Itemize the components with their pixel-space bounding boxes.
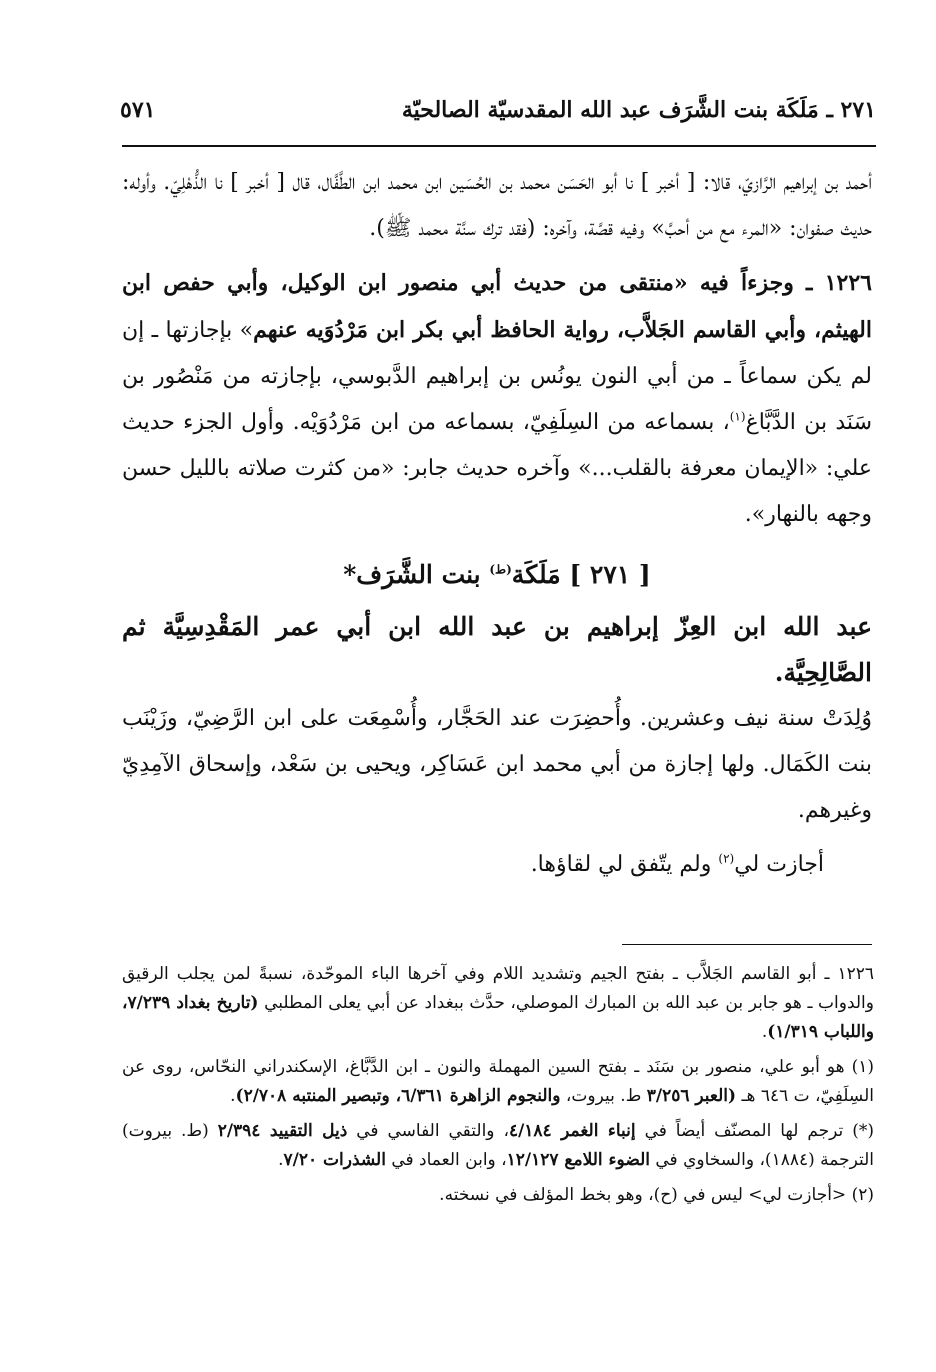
para2-rest: » بإجازتها ـ إن لم يكن سماعاً ـ من أبي النون يونُس بن إبراهيم الدَّبوسي، بإجازته من مَنْصُور بن سَنَد بن الدَّبَّاغ (122, 318, 872, 435)
page-number: ٥٧١ (120, 97, 156, 123)
entry-title (122, 552, 872, 598)
fn1-source-a: (العبر ٣/٢٥٦ (646, 1086, 737, 1106)
para2-bold: منتقى من حديث أبي منصور ابن الوكيل، وأبي حفص ابن الهيثم، وأبي القاسم الجَلاَّب، رواية الحافظ أبي بكر ابن مَرْدُوَيه عنهم (122, 270, 873, 343)
fnstar-h: الشذرات ٧/٢٠ (283, 1150, 386, 1170)
para2-end: ، بسماعه من السِلَفِيّ، بسماعه من ابن مَرْدُوَيْه. وأول الجزء حديث علي: «الإيمان معرفة بالقلب...» وآخره حديث جابر: «من كثرت صلاته بالليل حسن وجهه بالنهار». (122, 410, 872, 527)
entry-title-mark: (ط) (489, 562, 512, 577)
paragraph-1226 (122, 260, 872, 538)
fn1226-end: . (761, 1022, 768, 1042)
para4-text: أجازت لي (734, 852, 824, 877)
fn1-end: . (230, 1086, 236, 1106)
fn1-text: (١) هو أبو علي، منصور بن سَنَد ـ بفتح السين المهملة والنون ـ ابن الدَّبَّاغ، الإسكندراني النحّاس، روى عن السِلَفِيّ، ت ٦٤٦ هـ (122, 1057, 874, 1106)
fn1-source-b: والنجوم الزاهرة ٦/٣٦١، وتبصير المنتبه ٢/٧٠٨) (235, 1086, 561, 1106)
footnotes (122, 960, 874, 1216)
fnstar-c: ، والتقي الفاسي في (347, 1121, 509, 1141)
fn1226-text: ١٢٢٦ ـ أبو القاسم الجَلاَّب ـ بفتح الجيم وتشديد اللام وفي آخرها الباء الموحّدة، نسبةً لمن يجلب الرقيق والدواب ـ هو جابر بن عبد الله بن المبارك الموصلي، حدَّث ببغداد عن أبي يعلى المطلبي (122, 964, 874, 1013)
footnote-ref-2[interactable]: (٢) (718, 851, 735, 866)
header-title: ٢٧١ ـ مَلَكَة بنت الشَّرَف عبد الله المقدسيّة الصالحيّة (401, 97, 876, 123)
fnstar-e: (ط. بيروت) الترجمة (١٨٨٤)، والسخاوي في (122, 1121, 874, 1170)
para4-end: ولم يتّفق لي لقاؤها. (530, 852, 719, 877)
main-text (122, 160, 872, 888)
entry-name: عبد الله ابن العِزّ إبراهيم بن عبد الله ابن أبي عمر المَقْدِسِيَّة ثم الصَّالِحِيَّة. (122, 612, 872, 687)
footnote-1 (122, 1053, 874, 1111)
footnote-star (122, 1117, 874, 1175)
fnstar-i: . (278, 1150, 284, 1170)
fnstar-d: ذيل التقييد ٢/٣٩٤ (217, 1121, 348, 1141)
running-header (120, 88, 876, 132)
paragraph-continuation: أحمد بن إبراهيم الرَّازيّ، قالا: [ أخبر ] نا أبو الحَسَن محمد بن الحُسَين ابن محمد ابن الطَّفَّال، قال [ أخبر ] نا الذُّهْلِيّ. وأوله: حديث صفوان: «المرء مع من أحبَّ» وفيه قصَّة، وآخره: (فقد ترك سنَّة محمد ﷺ). (122, 170, 872, 241)
header-rule (122, 145, 876, 147)
footnote-rule (622, 944, 872, 945)
entry-title-main: [ ٢٧١ ] مَلَكَة (511, 560, 651, 589)
fnstar-a: (*) ترجم لها المصنّف أيضاً في (635, 1121, 874, 1141)
paragraph-biography: وُلِدَتْ سنة نيف وعشرين. وأُحضِرَت عند الحَجَّار، وأُسْمِعَت على ابن الرَّضِيّ، وزَيْنَب بنت الكَمَال. ولها إجازة من أبي محمد ابن عَسَاكِر، ويحيى بن سَعْد، وإسحاق الآمِدِيّ وغيرهم. (122, 706, 872, 823)
fn1-mid: ط. بيروت، (560, 1086, 647, 1106)
footnote-ref-1[interactable]: (١) (729, 409, 746, 424)
footnote-1226 (122, 960, 874, 1047)
fnstar-b: إنباء الغمر ٤/١٨٤ (508, 1121, 636, 1141)
fnstar-g: ، وابن العماد في (385, 1150, 507, 1170)
fn1226-source: (تاريخ بغداد ٧/٢٣٩، واللباب ١/٣١٩) (122, 993, 874, 1042)
entry-title-rest: بنت الشَّرَف* (343, 560, 490, 589)
fnstar-f: الضوء اللامع ١٢/١٢٧ (506, 1150, 650, 1170)
paragraph-ijaza (122, 842, 872, 888)
footnote-2: (٢) <أجازت لي> ليس في (ح)، وهو بخط المؤلف في نسخته. (439, 1185, 874, 1205)
para2-lead: ١٢٢٦ ـ وجزءاً فيه « (673, 270, 872, 296)
